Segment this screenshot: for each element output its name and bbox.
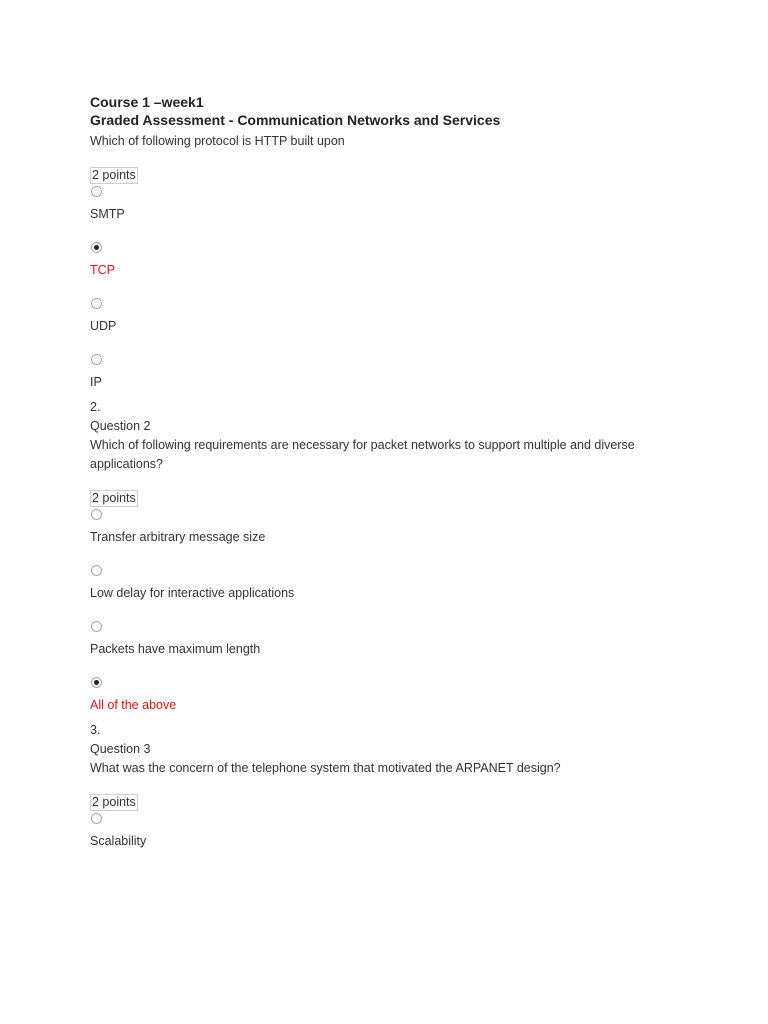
radio-button[interactable] xyxy=(91,354,102,365)
radio-button[interactable] xyxy=(91,298,102,309)
points-badge: 2 points xyxy=(92,168,136,182)
answer-option[interactable] xyxy=(90,565,690,601)
course-title: Course 1 –week1 xyxy=(90,94,204,110)
radio-button-selected[interactable] xyxy=(91,677,102,688)
question-label: Question 3 xyxy=(90,742,151,756)
radio-button[interactable] xyxy=(91,509,102,520)
answer-options xyxy=(90,509,690,713)
answer-option[interactable] xyxy=(90,813,690,849)
answer-option[interactable] xyxy=(90,677,690,713)
question-3 xyxy=(90,721,690,849)
option-label-selected: TCP xyxy=(90,263,115,277)
question-2 xyxy=(90,398,690,713)
assessment-title: Graded Assessment - Communication Networks and Services xyxy=(90,112,501,128)
answer-option[interactable] xyxy=(90,509,690,545)
radio-button[interactable] xyxy=(91,813,102,824)
option-label: Low delay for interactive applications xyxy=(90,586,295,600)
question-1 xyxy=(90,132,690,390)
points-badge: 2 points xyxy=(92,491,136,505)
question-prompt: Which of following protocol is HTTP built upon xyxy=(90,134,345,148)
answer-option[interactable] xyxy=(90,298,690,334)
option-label: Packets have maximum length xyxy=(90,642,261,656)
question-prompt: What was the concern of the telephone system that motivated the ARPANET design? xyxy=(90,761,561,775)
option-label: Transfer arbitrary message size xyxy=(90,530,266,544)
option-label: UDP xyxy=(90,319,117,333)
option-label-selected: All of the above xyxy=(90,698,177,712)
radio-button[interactable] xyxy=(91,186,102,197)
radio-button-selected[interactable] xyxy=(91,242,102,253)
answer-option[interactable] xyxy=(90,186,690,222)
question-number: 3. xyxy=(90,723,101,737)
option-label: SMTP xyxy=(90,207,125,221)
answer-option[interactable] xyxy=(90,621,690,657)
answer-options xyxy=(90,186,690,390)
assessment-page xyxy=(90,93,690,857)
answer-option[interactable] xyxy=(90,242,690,278)
points-badge: 2 points xyxy=(92,795,136,809)
answer-option[interactable] xyxy=(90,354,690,390)
radio-button[interactable] xyxy=(91,565,102,576)
option-label: IP xyxy=(90,375,102,389)
option-label: Scalability xyxy=(90,834,147,848)
question-label: Question 2 xyxy=(90,419,151,433)
answer-options xyxy=(90,813,690,849)
question-number: 2. xyxy=(90,400,101,414)
radio-button[interactable] xyxy=(91,621,102,632)
question-prompt: Which of following requirements are necessary for packet networks to support multiple and diverse applications? xyxy=(90,438,635,471)
